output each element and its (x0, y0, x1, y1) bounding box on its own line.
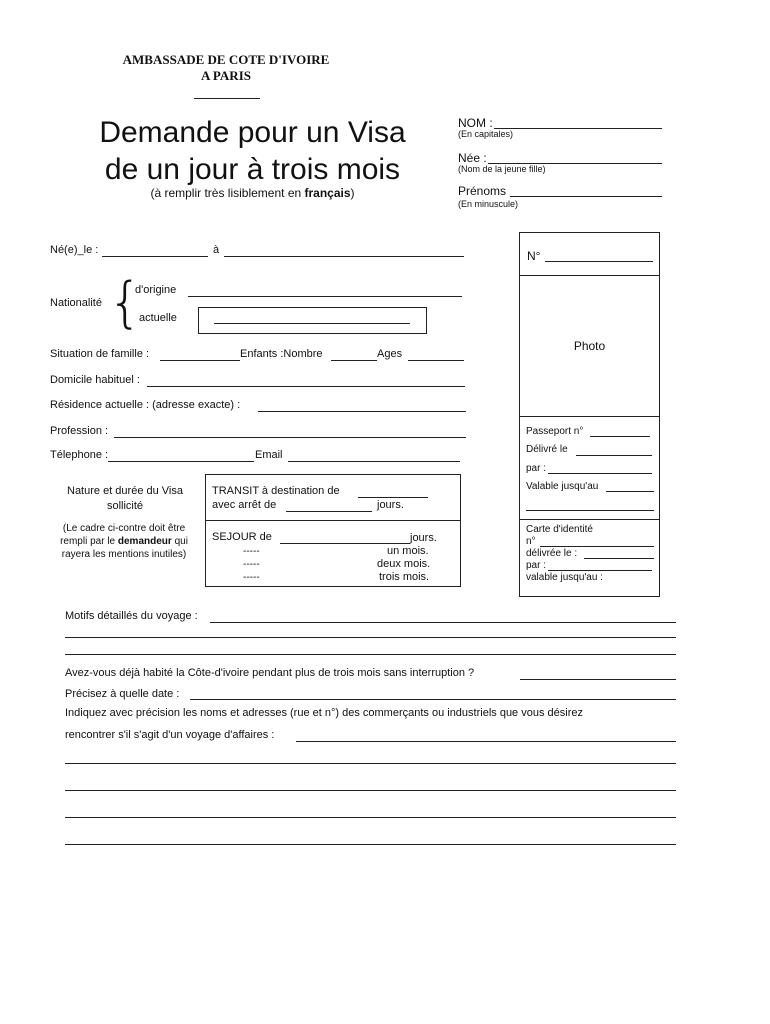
side-panel (519, 232, 660, 597)
header-underline (194, 98, 260, 99)
title-line1: Demande pour un Visa (99, 116, 406, 149)
actuelle-label: actuelle (139, 312, 177, 324)
residence-label: Résidence actuelle : (adresse exacte) : (50, 399, 241, 411)
nee-label: Née : (458, 151, 487, 165)
carte-valable-label: valable jusqu'au : (526, 572, 603, 583)
subtitle-bold: français (304, 186, 351, 200)
delivre-label: Délivré le (526, 444, 568, 455)
side-panel-divider-2 (519, 416, 660, 417)
carte-no-field[interactable] (540, 546, 654, 547)
nature-line2: sollicité (106, 500, 144, 512)
prenoms-label: Prénoms (458, 184, 507, 198)
a-label: à (213, 244, 220, 256)
delivree-field[interactable] (584, 558, 654, 559)
note-bold: demandeur (117, 536, 172, 547)
transit-label[interactable]: TRANSIT à destination de (212, 485, 340, 497)
transit-destination-field[interactable] (358, 497, 428, 498)
nom-field[interactable] (494, 128, 662, 129)
indiquez-field-4[interactable] (65, 817, 676, 818)
delivree-label: délivrée le : (526, 548, 578, 559)
page-title (60, 114, 445, 188)
passeport-label: Passeport n° (526, 426, 584, 437)
embassy-line1: AMBASSADE DE COTE D'IVOIRE (122, 52, 330, 67)
enfants-label: Enfants :Nombre (240, 348, 323, 360)
ages-label: Ages (377, 348, 403, 360)
note-line3: rayera les mentions inutiles) (61, 549, 187, 560)
enfants-field[interactable] (331, 360, 377, 361)
indiquez-field-1[interactable] (296, 741, 676, 742)
side-panel-divider-3 (519, 519, 660, 520)
indiquez-field-2[interactable] (65, 763, 676, 764)
numero-label: N° (527, 249, 541, 263)
sejour-jours-label: jours. (410, 532, 437, 544)
motifs-field-3[interactable] (65, 654, 676, 655)
motifs-label: Motifs détaillés du voyage : (65, 610, 198, 622)
valable-field[interactable] (606, 491, 654, 492)
numero-field[interactable] (545, 261, 653, 262)
indiquez-field-3[interactable] (65, 790, 676, 791)
precisez-field[interactable] (190, 699, 676, 700)
actuelle-field[interactable] (214, 323, 410, 324)
transit-jours-label: jours. (377, 499, 404, 511)
embassy-header (0, 52, 452, 84)
precisez-label: Précisez à quelle date : (65, 688, 180, 700)
nature-line1: Nature et durée du Visa (67, 485, 183, 497)
prenoms-field[interactable] (510, 196, 662, 197)
par-field[interactable] (548, 473, 652, 474)
domicile-field[interactable] (147, 386, 465, 387)
deux-mois-option[interactable]: deux mois. (377, 558, 431, 570)
visa-box-divider (205, 520, 461, 521)
ne-le-label: Né(e)_le : (50, 244, 99, 256)
dash-3: ----- (243, 572, 260, 583)
dash-2: ----- (243, 559, 260, 570)
indiquez-line2: rencontrer s'il s'agit d'un voyage d'affaires : (65, 729, 275, 741)
par-label: par : (526, 463, 547, 474)
delivre-field[interactable] (576, 455, 652, 456)
dash-1: ----- (243, 546, 260, 557)
visa-note (48, 522, 200, 561)
nationalite-label: Nationalité (50, 297, 102, 309)
habite-field[interactable] (520, 679, 676, 680)
subtitle: (à remplir très lisiblement en français) (150, 186, 355, 200)
trois-mois-option[interactable]: trois mois. (379, 571, 430, 583)
profession-label: Profession : (50, 425, 109, 437)
email-label: Email (255, 449, 283, 461)
valable-label: Valable jusqu'au (526, 481, 599, 492)
sejour-label[interactable]: SEJOUR de (212, 531, 272, 543)
carte-par-field[interactable] (548, 570, 652, 571)
arret-label: avec arrêt de (212, 499, 277, 511)
side-panel-divider-1 (519, 275, 660, 276)
photo-label: Photo (573, 339, 606, 353)
nom-hint: (En capitales) (458, 129, 514, 139)
origine-field[interactable] (188, 296, 462, 297)
note-line1: (Le cadre ci-contre doit être (62, 523, 186, 534)
title-line2: de un jour à trois mois (104, 153, 401, 186)
ages-field[interactable] (408, 360, 464, 361)
sejour-field[interactable] (280, 543, 410, 544)
situation-field[interactable] (160, 360, 240, 361)
arret-field[interactable] (286, 511, 372, 512)
telephone-field[interactable] (108, 461, 254, 462)
situation-label: Situation de famille : (50, 348, 150, 360)
motifs-field-2[interactable] (65, 637, 676, 638)
carte-par-label: par : (526, 560, 547, 571)
actuelle-box[interactable] (198, 307, 427, 334)
nom-label: NOM : (458, 116, 493, 130)
nationalite-brace: { (108, 271, 143, 334)
passeport-field[interactable] (590, 436, 650, 437)
origine-label: d'origine (135, 284, 177, 296)
habite-label: Avez-vous déjà habité la Côte-d'ivoire pendant plus de trois mois sans interruption ? (65, 667, 475, 679)
profession-field[interactable] (114, 437, 466, 438)
ne-le-field[interactable] (102, 256, 208, 257)
indiquez-field-5[interactable] (65, 844, 676, 845)
prenoms-hint: (En minuscule) (458, 199, 519, 209)
carte-label: Carte d'identité (526, 524, 593, 535)
residence-field[interactable] (258, 411, 466, 412)
nature-visa-label (50, 484, 200, 514)
note-line2: rempli par le demandeur qui (60, 536, 188, 547)
lieu-naissance-field[interactable] (224, 256, 464, 257)
motifs-field-1[interactable] (210, 622, 676, 623)
telephone-label: Télephone : (50, 449, 109, 461)
email-field[interactable] (288, 461, 460, 462)
embassy-line2: A PARIS (201, 68, 251, 83)
domicile-label: Domicile habituel : (50, 374, 140, 386)
carte-no-label: n° (526, 536, 536, 547)
indiquez-line1: Indiquez avec précision les noms et adresses (rue et n°) des commerçants ou industriels que vous désirez (65, 707, 583, 719)
un-mois-option[interactable]: un mois. (387, 545, 429, 557)
nee-hint: (Nom de la jeune fille) (458, 164, 546, 174)
valable-field-2[interactable] (526, 510, 654, 511)
